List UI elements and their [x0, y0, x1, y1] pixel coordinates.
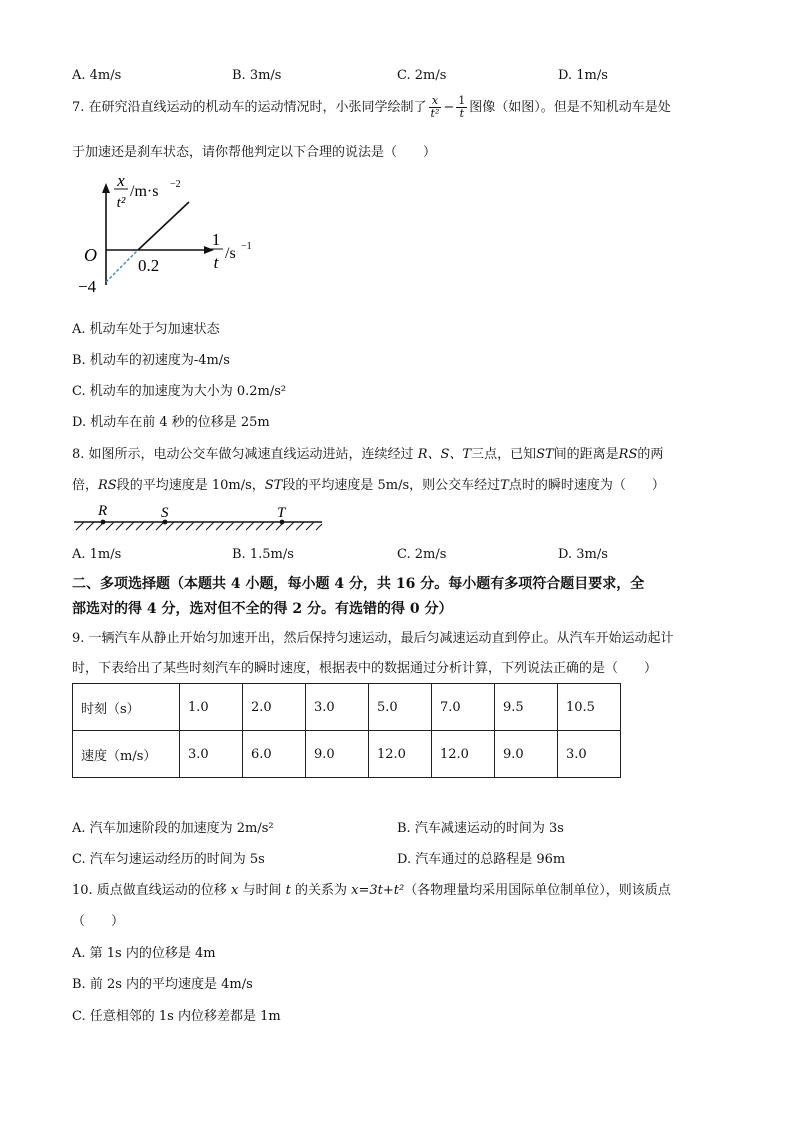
q10-line1-a: 10. 质点做直线运动的位移: [72, 883, 227, 898]
q6-option-c: C. 2m/s: [397, 68, 447, 83]
q10-stem-line1: [72, 879, 671, 898]
q7-x-num: 1: [211, 230, 221, 249]
q7-frac-x-t2: [429, 95, 442, 120]
q8-points-list: R、S、T: [417, 447, 472, 462]
q8-line2-c: 段的平均速度是 5m/s，则公交车经过: [282, 478, 501, 493]
q10-line1-b: 与时间: [242, 883, 282, 898]
q7-x-unit-exp: −1: [241, 241, 252, 252]
table-cell: 3.0: [180, 731, 243, 778]
q10-line1-d: （各物理量均采用国际单位制单位），则该质点: [404, 883, 671, 898]
q9-option-c: C. 汽车匀速运动经历的时间为 5s: [72, 852, 265, 867]
q8-label-s: S: [161, 505, 169, 521]
q7-y-unit: /m·s: [130, 183, 159, 200]
table-cell: 9.0: [495, 731, 558, 778]
q7-y-unit-exp: −2: [170, 179, 181, 190]
q10-option-a: A. 第 1s 内的位移是 4m: [72, 946, 216, 961]
table-row: [73, 731, 621, 778]
q10-option-c: C. 任意相邻的 1s 内位移差都是 1m: [72, 1009, 281, 1024]
q7-stem-end: 图像（如图）。但是不知机动车是处: [469, 100, 671, 115]
q7-y-intercept: −4: [78, 277, 97, 296]
table-cell: 5.0: [369, 684, 432, 731]
q8-option-a: A. 1m/s: [72, 547, 122, 562]
q7-graph-line: [138, 202, 189, 250]
q7-stem-line2: 于加速还是刹车状态，请你帮他判定以下合理的说法是（ ）: [72, 145, 437, 160]
table-cell: 3.0: [306, 684, 369, 731]
q7-frac-1-t: [456, 95, 467, 120]
q10-stem-line2: （ ）: [72, 914, 125, 929]
q7-option-d: D. 机动车在前 4 秒的位移是 25m: [72, 415, 270, 430]
q8-t: T: [500, 478, 509, 493]
q7-x-unit: /s: [225, 245, 236, 262]
q8-hatching: [76, 522, 322, 530]
q10-line1-c: 的关系为: [294, 883, 347, 898]
q8-option-d: D. 3m/s: [558, 547, 608, 562]
q8-line2-d: 点时的瞬时速度为（ ）: [508, 478, 665, 493]
q8-point-r: [101, 520, 106, 525]
q7-y-den: t²: [116, 195, 126, 211]
q8-road-diagram: [72, 500, 332, 536]
q9-options-row2: [72, 848, 712, 866]
q10-formula: x=3t+t²: [351, 883, 405, 898]
q10-x: x: [230, 883, 239, 898]
q10-option-b: B. 前 2s 内的平均速度是 4m/s: [72, 977, 253, 992]
q8-options: [72, 547, 712, 565]
q7-frac2-num: 1: [458, 94, 466, 107]
table-cell: 9.0: [306, 731, 369, 778]
table-cell: 3.0: [558, 731, 621, 778]
q7-y-arrow: [102, 183, 110, 193]
table-cell: 9.5: [495, 684, 558, 731]
q6-options: [72, 68, 712, 86]
q7-option-a: A. 机动车处于匀加速状态: [72, 322, 220, 337]
q7-origin: O: [84, 245, 97, 265]
q8-line1-d: 的两: [637, 447, 664, 462]
q8-option-b: B. 1.5m/s: [232, 547, 294, 562]
q9-data-table: [72, 683, 621, 778]
q7-dashed-extension: [106, 250, 138, 282]
table-cell: 10.5: [558, 684, 621, 731]
q9-option-b: B. 汽车减速运动的时间为 3s: [397, 821, 564, 836]
q8-label-r: R: [98, 503, 108, 519]
q6-option-b: B. 3m/s: [232, 68, 282, 83]
q9-stem-line2: 时，下表给出了某些时刻汽车的瞬时速度，根据表中的数据通过分析计算，下列说法正确的是（ ）: [72, 661, 658, 676]
q9-row2-header: 速度（m/s）: [73, 731, 180, 778]
q8-st-1: ST: [536, 447, 554, 462]
q7-option-b: B. 机动车的初速度为-4m/s: [72, 353, 230, 368]
q7-option-c: C. 机动车的加速度为大小为 0.2m/s²: [72, 384, 287, 399]
q8-label-t: T: [277, 505, 286, 521]
q7-frac1-den: t²: [430, 107, 440, 120]
q9-option-a: A. 汽车加速阶段的加速度为 2m/s²: [72, 821, 274, 836]
q8-stem-line2: [72, 474, 665, 493]
q6-option-a: A. 4m/s: [72, 68, 122, 83]
section2-heading-line1: 二、多项选择题（本题共 4 小题，每小题 4 分，共 16 分。每小题有多项符合题目要求，全: [72, 576, 645, 592]
q7-x-den: t: [213, 253, 219, 272]
q8-line2-b: 段的平均速度是 10m/s，: [116, 478, 265, 493]
q7-graph: [72, 165, 272, 305]
q7-frac1-num: x: [429, 95, 442, 108]
table-cell: 2.0: [243, 684, 306, 731]
q7-x-intercept: 0.2: [138, 256, 160, 275]
table-cell: 1.0: [180, 684, 243, 731]
q8-line1-b: 三点，已知: [471, 447, 537, 462]
q9-options-row1: [72, 817, 712, 835]
q8-rs-2: RS: [98, 478, 117, 493]
q7-stem-line1: [72, 95, 671, 120]
table-cell: 6.0: [243, 731, 306, 778]
table-cell: 12.0: [432, 731, 495, 778]
q8-option-c: C. 2m/s: [397, 547, 447, 562]
q10-t: t: [285, 883, 291, 898]
q7-stem-start: 7. 在研究沿直线运动的机动车的运动情况时，小张同学绘制了: [72, 100, 427, 115]
q9-stem-line1: 9. 一辆汽车从静止开始匀加速开出，然后保持匀速运动，最后匀减速运动直到停止。从汽车开始运动起计: [72, 631, 674, 646]
q7-frac2-den: t: [459, 107, 464, 120]
table-cell: 7.0: [432, 684, 495, 731]
table-row: [73, 684, 621, 731]
q8-line2-a: 倍，: [72, 478, 99, 493]
q8-st-2: ST: [264, 478, 283, 493]
q7-y-num: x: [117, 171, 125, 190]
q9-row1-header: 时刻（s）: [73, 684, 180, 731]
q9-option-d: D. 汽车通过的总路程是 96m: [397, 852, 566, 867]
q6-option-d: D. 1m/s: [558, 68, 608, 83]
q8-line1-c: 间的距离是: [553, 447, 619, 462]
table-cell: 12.0: [369, 731, 432, 778]
q8-line1-a: 8. 如图所示，电动公交车做匀减速直线运动进站，连续经过: [72, 447, 414, 462]
q7-minus: −: [443, 100, 455, 115]
q8-stem-line1: [72, 443, 663, 462]
q8-rs-1: RS: [618, 447, 638, 462]
section2-heading-line2: 部选对的得 4 分，选对但不全的得 2 分。有选错的得 0 分）: [72, 601, 453, 617]
